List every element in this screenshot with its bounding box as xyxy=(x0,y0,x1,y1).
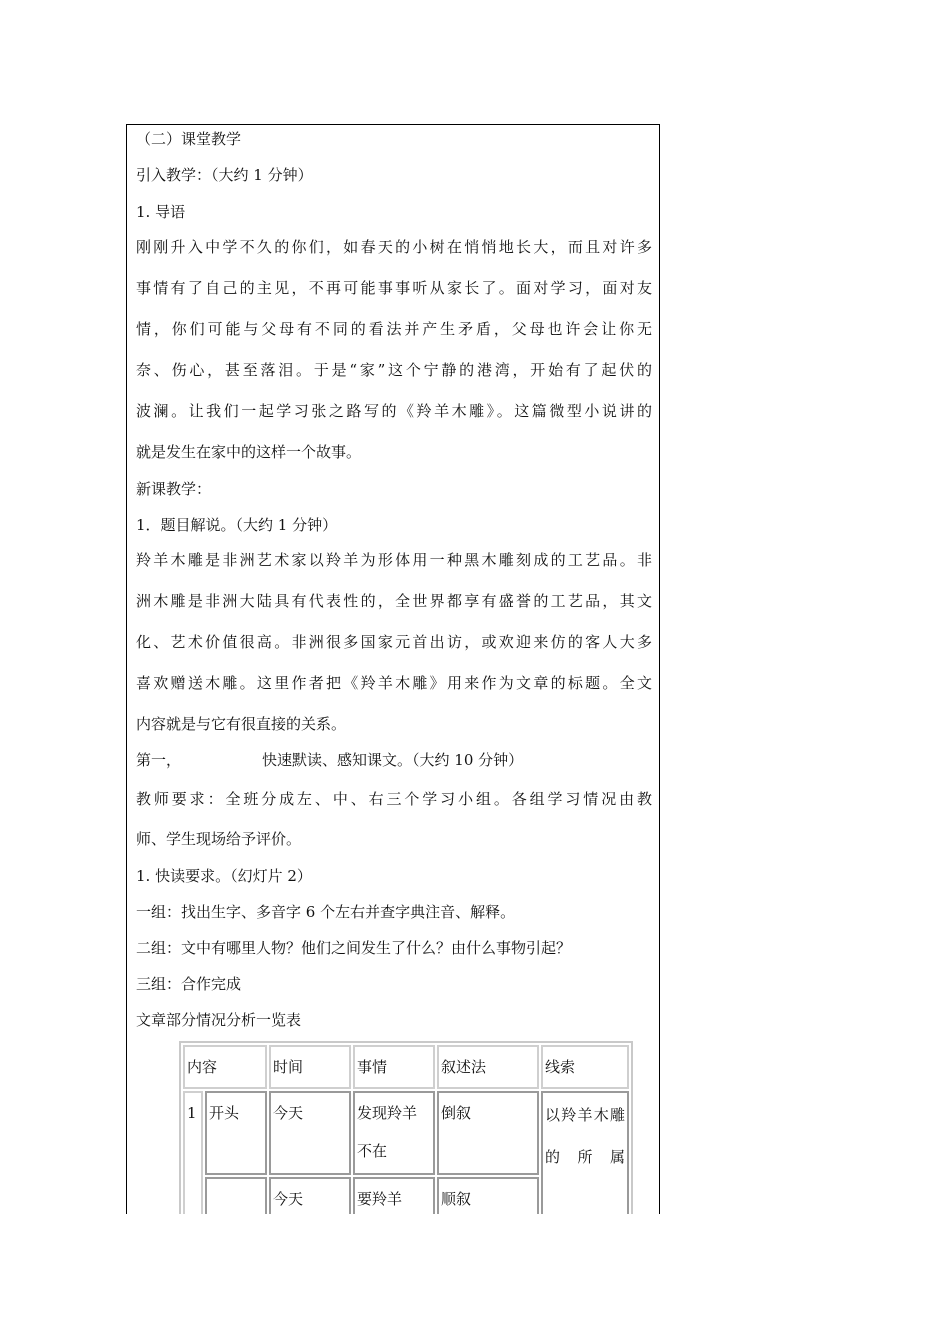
cell-event: 要羚羊 xyxy=(353,1177,435,1214)
cell-time: 今天 xyxy=(269,1177,351,1214)
paragraph-line: 师、学生现场给予评价。 xyxy=(136,830,302,848)
cell-section: 开头 xyxy=(205,1091,267,1175)
table-caption: 文章部分情况分析一览表 xyxy=(136,1011,302,1029)
paragraph-line: 奈、伤心，甚至落泪。于是“家”这个宁静的港湾，开始有了起伏的 xyxy=(136,361,652,379)
paragraph-line: 羚羊木雕是非洲艺术家以羚羊为形体用一种黑木雕刻成的工艺品。非 xyxy=(136,551,652,569)
header-time: 时间 xyxy=(269,1045,351,1089)
new-lesson-heading: 新课教学： xyxy=(136,480,212,498)
cell-method: 倒叙 xyxy=(437,1091,539,1175)
group-task-2: 二组：文中有哪里人物？他们之间发生了什么？由什么事物引起？ xyxy=(136,939,572,957)
clue-text: 以羚羊木雕的所属 xyxy=(545,1106,625,1166)
paragraph-line: 波澜。让我们一起学习张之路写的《羚羊木雕》。这篇微型小说讲的 xyxy=(136,402,652,420)
row-number: 1 xyxy=(183,1091,203,1214)
paragraph-line: 化、艺术价值很高。非洲很多国家元首出访，或欢迎来仿的客人大多 xyxy=(136,633,652,651)
paragraph-line: 内容就是与它有很直接的关系。 xyxy=(136,715,347,733)
cell-method: 顺叙 xyxy=(437,1177,539,1214)
step-label: 第一， xyxy=(136,751,182,769)
subheading-fast-read: 1. 快读要求。（幻灯片 2） xyxy=(136,867,312,885)
group-task-1: 一组：找出生字、多音字 6 个左右并查字典注音、解释。 xyxy=(136,903,516,921)
section-heading: （二）课堂教学 xyxy=(136,130,242,148)
paragraph-line: 教师要求：全班分成左、中、右三个学习小组。各组学习情况由教 xyxy=(136,790,652,808)
step-title: 快速默读、感知课文。（大约 10 分钟） xyxy=(262,751,524,769)
paragraph-line: 洲木雕是非洲大陆具有代表性的，全世界都享有盛誉的工艺品，其文 xyxy=(136,592,652,610)
analysis-table xyxy=(179,1041,633,1214)
paragraph-line: 喜欢赠送木雕。这里作者把《羚羊木雕》用来作为文章的标题。全文 xyxy=(136,674,652,692)
cell-section xyxy=(205,1177,267,1214)
group-task-3: 三组：合作完成 xyxy=(136,975,242,993)
paragraph-line: 就是发生在家中的这样一个故事。 xyxy=(136,443,362,461)
paragraph-line: 刚刚升入中学不久的你们，如春天的小树在悄悄地长大，而且对许多 xyxy=(136,238,652,256)
table-row xyxy=(183,1091,629,1175)
header-clue: 线索 xyxy=(541,1045,629,1089)
subheading-daoyu: 1. 导语 xyxy=(136,203,186,221)
header-content: 内容 xyxy=(183,1045,267,1089)
lesson-plan-frame xyxy=(126,124,660,1214)
cell-clue xyxy=(541,1091,629,1214)
header-method: 叙述法 xyxy=(437,1045,539,1089)
header-event: 事情 xyxy=(353,1045,435,1089)
paragraph-line: 事情有了自己的主见，不再可能事事听从家长了。面对学习，面对友 xyxy=(136,279,652,297)
cell-event: 发现羚羊不在 xyxy=(353,1091,435,1175)
cell-time: 今天 xyxy=(269,1091,351,1175)
subheading-title-explain: 1．题目解说。（大约 1 分钟） xyxy=(136,516,338,534)
table-header-row xyxy=(183,1045,629,1089)
intro-heading: 引入教学：（大约 1 分钟） xyxy=(136,166,313,184)
paragraph-line: 情，你们可能与父母有不同的看法并产生矛盾，父母也许会让你无 xyxy=(136,320,652,338)
